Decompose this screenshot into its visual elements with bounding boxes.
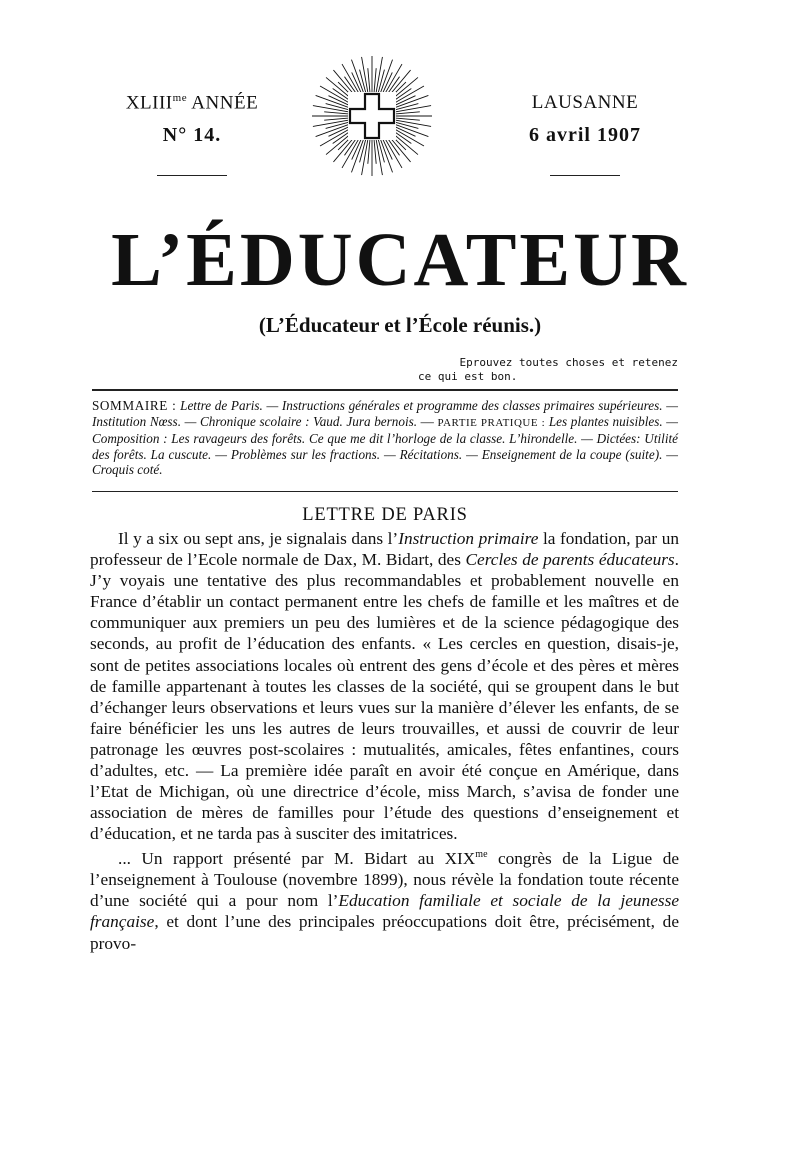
p1-italic-journal: Instruction primaire [398, 529, 539, 548]
sunburst-ray [374, 138, 376, 164]
sommaire-part-1: Lettre de Paris. — Instructions générales et programme des classes primaires supérieures. — Institution Nœss. — Chronique scolaire : Vaud. Jura bernois. [92, 398, 678, 429]
p2-text-a: ... Un rapport présenté par M. Bidart au XIX [118, 849, 476, 869]
p2-italic-society: Education familiale et sociale de la jeunesse française [90, 891, 679, 932]
p1-text-c: la fondation, par un professeur de l’Ecole normale de Dax, M. Bidart, des [90, 529, 679, 570]
year-superscript: me [172, 92, 188, 104]
partie-pratique-label: PARTIE PRATIQUE : [437, 416, 546, 429]
p1-text-e: . J’y voyais une tentative des plus recommandables et probablement nouvelle en France d’établir un contact permanent entre les chefs de famille et les maîtres et de communiquer aux premiers un peu des lumières et de la science pédagogique des seconds, au profit de l’éducation des enfants. « Les cercles en question, disais-je, sont de petites associations locales où entrent des gens d’école et des pères et mères de famille appartenant à toutes les classes de la société, qui se groupent dans le but d’échanger leurs observations et leurs vues sur la manière d’élever les enfants, de se faire bénéficier les uns les autres de leurs trouvailles, et aussi de couvrir de leur patronage les œuvres post-scolaires : mutualités, amicales, fêtes enfantines, cours d’adultes, etc. — La première idée paraît en avoir été conçue en Amérique, dans l’Etat de Michigan, où une directrice d’école, miss March, s’avisa de fonder une association de mères de familles pour l’étude des questions d’enseignement et d’éducation, et ne tarda pas à susciter des imitatrices. [90, 550, 679, 844]
header-right [500, 92, 670, 176]
year-roman: XLIII [125, 92, 173, 114]
sunburst-ray [368, 138, 370, 164]
sommaire-bottom-rule [92, 491, 678, 492]
issue-number: N° 14. [162, 124, 222, 147]
motto-line-1: Eprouvez toutes choses et retenez [459, 356, 678, 369]
sommaire-separator: — [417, 413, 438, 429]
year-label: ANNÉE [187, 92, 259, 114]
sommaire-top-rule [92, 389, 678, 391]
sunburst-ray [368, 68, 370, 94]
volume-year [92, 92, 292, 114]
journal-title: L’ÉDUCATEUR [111, 218, 689, 302]
city: LAUSANNE [531, 92, 639, 113]
header-left-rule [157, 175, 227, 176]
p1-italic-cercles: Cercles de parents éducateurs [465, 550, 675, 570]
journal-subtitle: (L’Éducateur et l’École réunis.) [258, 313, 542, 337]
p2-text-b: congrès de la Ligue de l’enseignement à Toulouse (novembre 1899), nous révèle la fondation toute récente d’une société qui a pour nom l’ [90, 849, 680, 911]
sunburst-ray [324, 112, 350, 114]
p2-superscript: me [475, 849, 488, 861]
header-left [92, 92, 292, 176]
paragraph-1 [90, 528, 679, 844]
sunburst-ray [374, 68, 376, 94]
motto-line-2: ce qui est bon. [418, 370, 518, 383]
header-right-rule [550, 175, 620, 176]
sunburst-ray [394, 118, 420, 120]
sunburst-ray [324, 118, 350, 120]
p2-text-d: , et dont l’une des principales préoccupations doit être, précisément, de provo- [90, 912, 679, 953]
article-body [90, 528, 679, 954]
sunburst-ray [394, 112, 420, 114]
sommaire [92, 398, 678, 478]
issue-date: 6 avril 1907 [529, 124, 641, 146]
motto [418, 356, 678, 384]
swiss-cross-sunburst-icon [312, 50, 432, 190]
sommaire-part-2: Les plantes nuisibles. — Composition : Les ravageurs des forêts. Ce que me dit l’horloge de la classe. L’hirondelle. — Dictées: Utilité des forêts. La cuscute. — Problèmes sur les fractions. — Récitations. — Enseignement de la coupe (suite). — Croquis coté. [92, 413, 679, 478]
p1-text-a: Il y a six ou sept ans, je signalais dans l’ [118, 529, 399, 548]
article-title: LETTRE DE PARIS [302, 505, 468, 525]
paragraph-2 [90, 844, 679, 953]
sommaire-label: SOMMAIRE : [92, 398, 177, 413]
